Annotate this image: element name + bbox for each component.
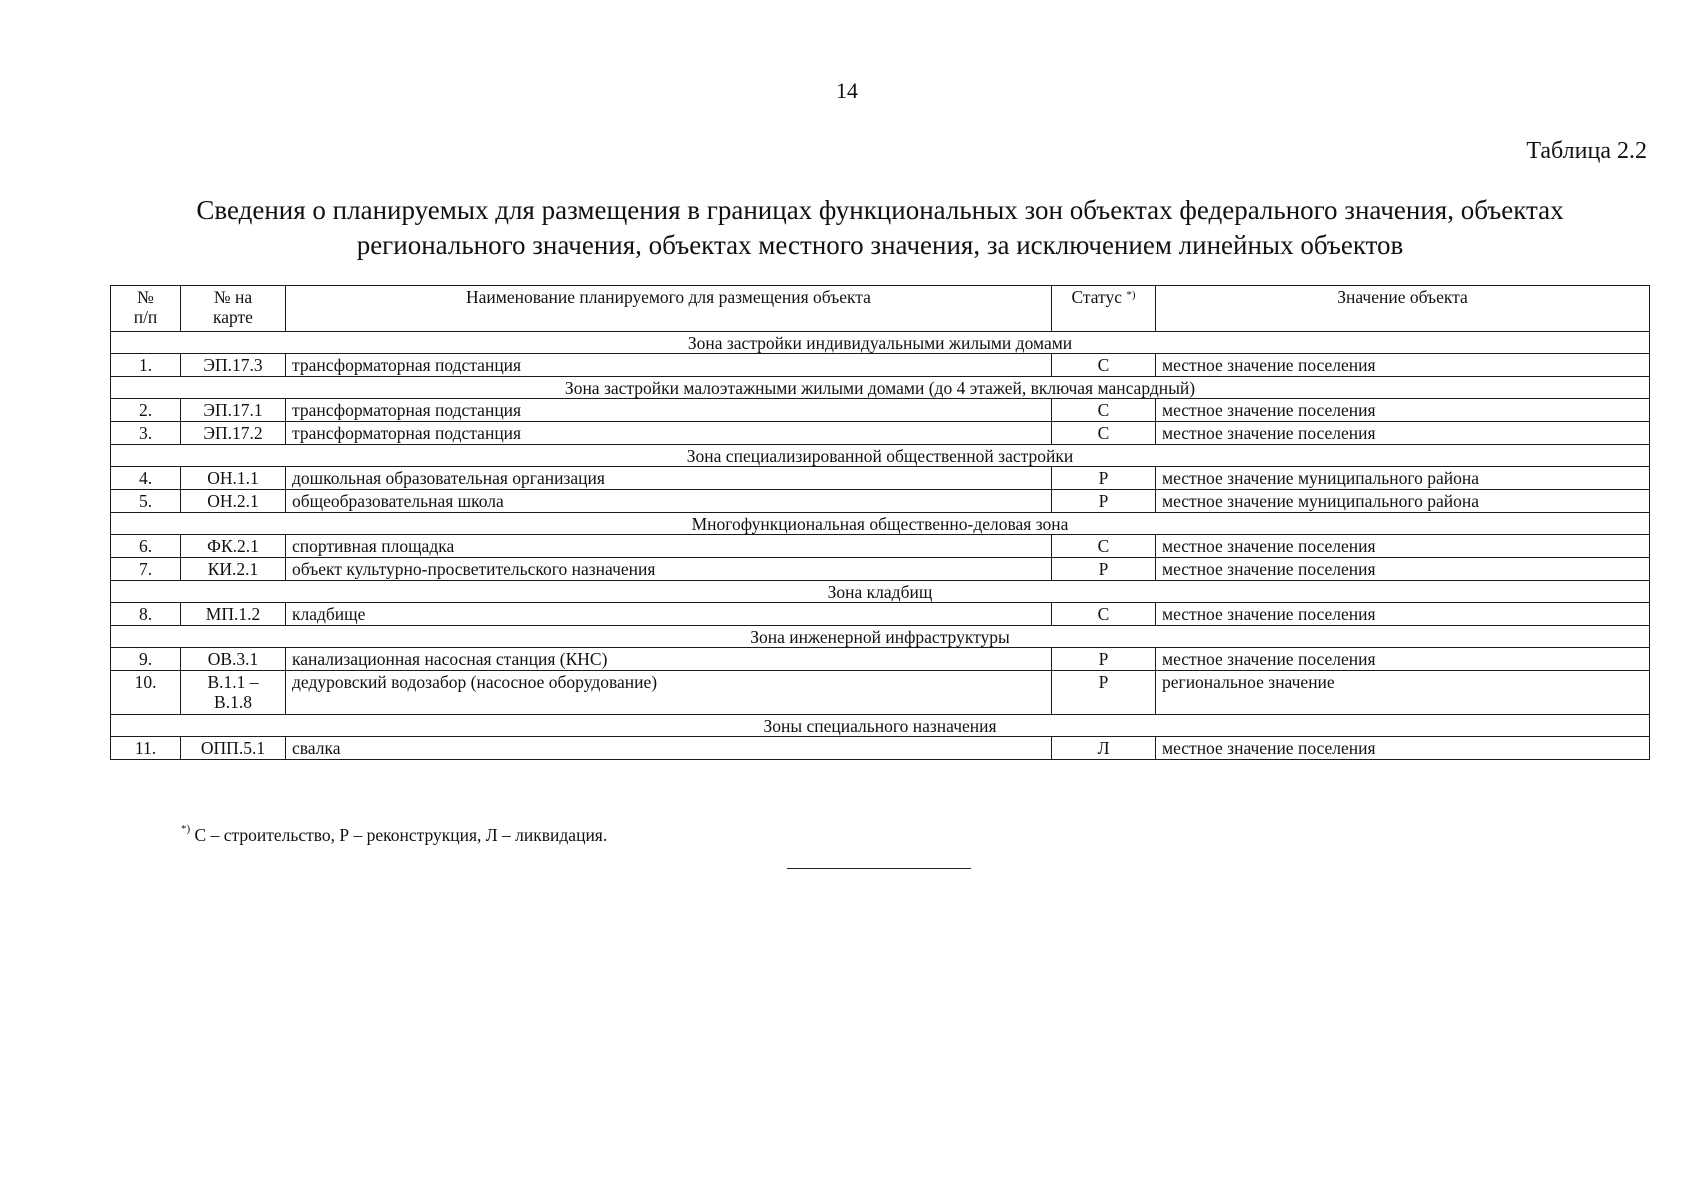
row-number: 9.: [111, 648, 181, 671]
row-map-number: ЭП.17.3: [181, 354, 286, 377]
row-map-number-line1: В.1.1 –: [207, 672, 259, 692]
row-number: 4.: [111, 467, 181, 490]
table-row: [111, 535, 1650, 558]
zone-title: Зона застройки индивидуальными жилыми домами: [111, 332, 1650, 354]
footnote: [181, 825, 607, 846]
table-row: [111, 490, 1650, 513]
zone-row: [111, 715, 1650, 737]
row-map-number: ЭП.17.2: [181, 422, 286, 445]
zone-title: Зоны специального назначения: [111, 715, 1650, 737]
row-map-number: ЭП.17.1: [181, 399, 286, 422]
row-map-number: ОН.2.1: [181, 490, 286, 513]
zone-title: Зона инженерной инфраструктуры: [111, 626, 1650, 648]
zone-row: [111, 513, 1650, 535]
row-status: С: [1052, 399, 1156, 422]
row-object-name: кладбище: [286, 603, 1052, 626]
zone-row: [111, 332, 1650, 354]
table-row: [111, 558, 1650, 581]
document-title: [120, 193, 1640, 263]
row-object-value: местное значение поселения: [1156, 558, 1650, 581]
table-row: [111, 467, 1650, 490]
row-number: 1.: [111, 354, 181, 377]
row-number: 11.: [111, 737, 181, 760]
row-map-number: МП.1.2: [181, 603, 286, 626]
row-object-name: объект культурно-просветительского назначения: [286, 558, 1052, 581]
title-line-1: Сведения о планируемых для размещения в границах функциональных зон объектах федерального значения, объектах: [196, 195, 1564, 225]
row-object-value: местное значение поселения: [1156, 354, 1650, 377]
footnote-mark: *): [181, 823, 191, 835]
row-object-name: трансформаторная подстанция: [286, 399, 1052, 422]
row-status: Р: [1052, 467, 1156, 490]
header-map-number: [181, 286, 286, 332]
table-label: Таблица 2.2: [1526, 138, 1647, 164]
header-number: [111, 286, 181, 332]
objects-table: [110, 285, 1650, 760]
table-row: [111, 399, 1650, 422]
row-object-name: трансформаторная подстанция: [286, 422, 1052, 445]
table-row: [111, 603, 1650, 626]
table-row: [111, 422, 1650, 445]
zone-row: [111, 626, 1650, 648]
row-map-number: ОН.1.1: [181, 467, 286, 490]
closing-rule: [787, 868, 971, 869]
row-number: 8.: [111, 603, 181, 626]
header-number-line1: №: [137, 287, 154, 307]
row-object-value: региональное значение: [1156, 671, 1650, 715]
row-map-number-line2: В.1.8: [214, 692, 252, 712]
row-object-value: местное значение поселения: [1156, 737, 1650, 760]
row-object-value: местное значение поселения: [1156, 535, 1650, 558]
row-status: Р: [1052, 558, 1156, 581]
table-row: [111, 354, 1650, 377]
row-object-name: общеобразовательная школа: [286, 490, 1052, 513]
row-number: 5.: [111, 490, 181, 513]
zone-row: [111, 581, 1650, 603]
table-header-row: [111, 286, 1650, 332]
row-object-name: трансформаторная подстанция: [286, 354, 1052, 377]
row-object-value: местное значение поселения: [1156, 422, 1650, 445]
table-row: [111, 737, 1650, 760]
zone-title: Зона специализированной общественной застройки: [111, 445, 1650, 467]
zone-row: [111, 377, 1650, 399]
header-object-name: Наименование планируемого для размещения объекта: [286, 286, 1052, 332]
row-object-name: канализационная насосная станция (КНС): [286, 648, 1052, 671]
table-row: [111, 671, 1650, 715]
row-status: Р: [1052, 648, 1156, 671]
row-number: 7.: [111, 558, 181, 581]
row-status: Р: [1052, 490, 1156, 513]
row-object-value: местное значение поселения: [1156, 603, 1650, 626]
row-object-value: местное значение поселения: [1156, 399, 1650, 422]
title-line-2: регионального значения, объектах местного значения, за исключением линейных объектов: [356, 230, 1404, 260]
row-status: Р: [1052, 671, 1156, 715]
row-object-value: местное значение муниципального района: [1156, 490, 1650, 513]
row-status: С: [1052, 603, 1156, 626]
row-map-number: ФК.2.1: [181, 535, 286, 558]
footnote-text: С – строительство, Р – реконструкция, Л – ликвидация.: [190, 825, 608, 845]
header-status: [1052, 286, 1156, 332]
row-status: С: [1052, 354, 1156, 377]
row-status: С: [1052, 535, 1156, 558]
header-map-line2: карте: [213, 307, 253, 327]
table-row: [111, 648, 1650, 671]
row-number: 6.: [111, 535, 181, 558]
header-status-footnote-mark: *): [1126, 289, 1136, 301]
zone-title: Многофункциональная общественно-деловая зона: [111, 513, 1650, 535]
row-map-number: ОВ.3.1: [181, 648, 286, 671]
header-map-line1: № на: [213, 287, 253, 307]
page-number: 14: [836, 78, 858, 103]
row-object-value: местное значение поселения: [1156, 648, 1650, 671]
zone-title: Зона застройки малоэтажными жилыми домами (до 4 этажей, включая мансардный): [111, 377, 1650, 399]
row-number: 2.: [111, 399, 181, 422]
row-object-name: спортивная площадка: [286, 535, 1052, 558]
header-number-line2: п/п: [133, 307, 158, 327]
row-status: С: [1052, 422, 1156, 445]
row-object-name: дошкольная образовательная организация: [286, 467, 1052, 490]
header-status-label: Статус: [1071, 287, 1122, 307]
row-map-number: КИ.2.1: [181, 558, 286, 581]
header-object-value: Значение объекта: [1156, 286, 1650, 332]
row-object-name: дедуровский водозабор (насосное оборудование): [286, 671, 1052, 715]
zone-row: [111, 445, 1650, 467]
row-map-number: ОПП.5.1: [181, 737, 286, 760]
row-object-name: свалка: [286, 737, 1052, 760]
row-number: 10.: [111, 671, 181, 715]
row-map-number: [181, 671, 286, 715]
row-status: Л: [1052, 737, 1156, 760]
row-object-value: местное значение муниципального района: [1156, 467, 1650, 490]
row-number: 3.: [111, 422, 181, 445]
zone-title: Зона кладбищ: [111, 581, 1650, 603]
